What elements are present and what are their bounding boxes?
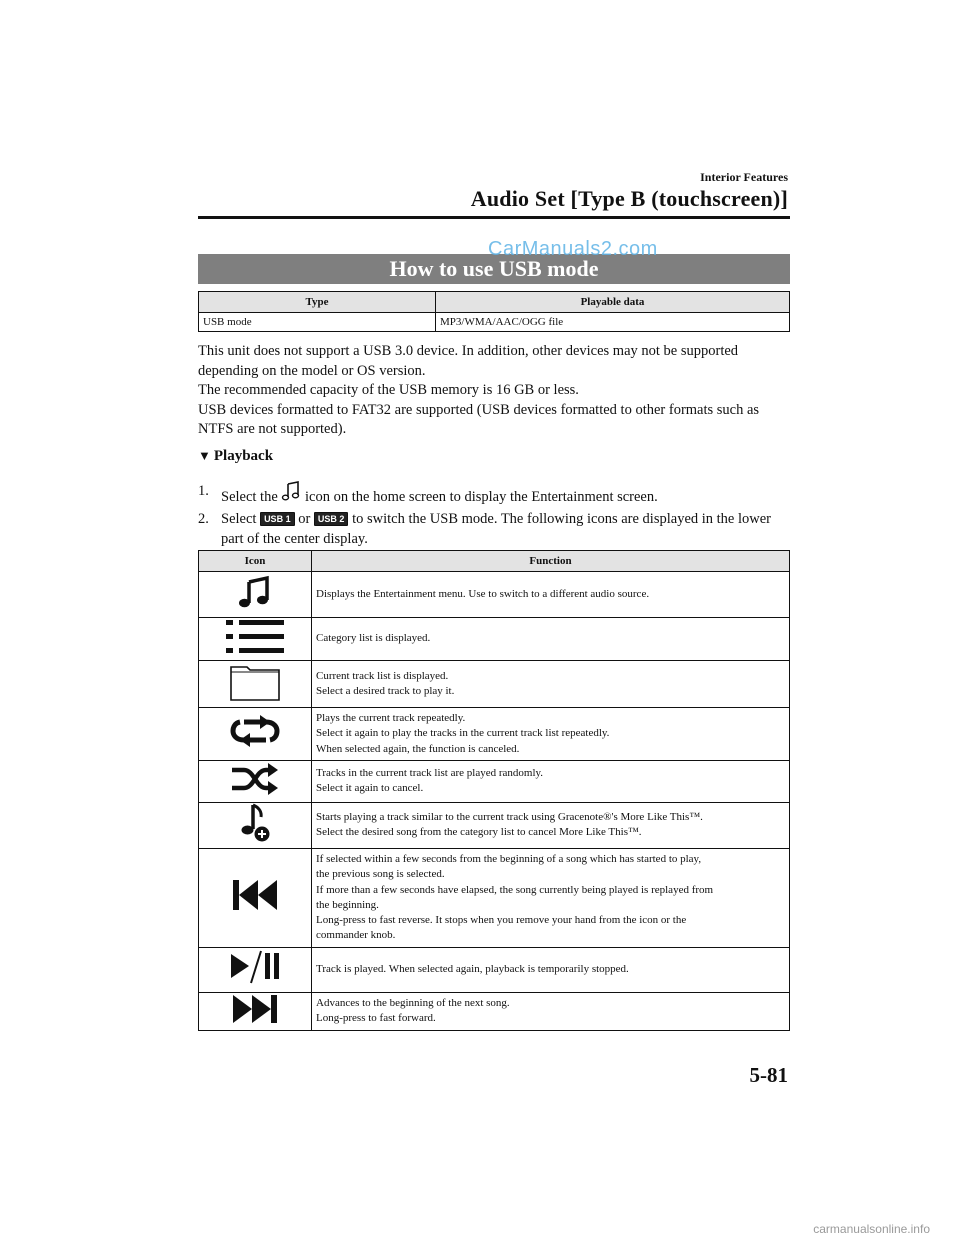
- table-row: [199, 618, 790, 661]
- usb1-button-icon: USB 1: [260, 512, 295, 526]
- step-text-after: to switch the USB mode. The following icons are displayed in the lower part of the center display.: [221, 511, 772, 547]
- music-note-icon: [237, 596, 273, 613]
- cell-type: USB mode: [199, 313, 436, 332]
- icon-cell: [199, 618, 312, 661]
- step-text-after: icon on the home screen to display the Entertainment screen.: [305, 489, 658, 505]
- repeat-icon: [230, 735, 280, 752]
- paragraph: This unit does not support a USB 3.0 device. In addition, other devices may not be supported depending on the model or OS version.: [198, 343, 739, 379]
- function-line: Long-press to fast forward.: [316, 1012, 436, 1025]
- entertainment-music-icon: [281, 481, 301, 509]
- function-cell: [312, 618, 790, 661]
- table-header-row: [199, 292, 790, 313]
- table-row: [199, 313, 790, 332]
- function-line: If selected within a few seconds from the beginning of a song which has started to play,: [316, 853, 702, 865]
- list-icon: [226, 642, 284, 659]
- icon-cell: [199, 661, 312, 708]
- function-line: When selected again, the function is canceled.: [316, 742, 520, 755]
- table-row: [199, 947, 790, 992]
- function-cell: [312, 760, 790, 802]
- usb2-button-icon: USB 2: [314, 512, 349, 526]
- folder-icon: [229, 688, 281, 705]
- chapter-title: Audio Set [Type B (touchscreen)]: [470, 186, 788, 211]
- step-text-mid: or: [298, 511, 311, 527]
- footer-watermark: carmanualsonline.info: [813, 1222, 930, 1236]
- skip-back-icon: [232, 898, 278, 915]
- table-row: [199, 708, 790, 761]
- icon-cell: [199, 708, 312, 761]
- table-row: [199, 848, 790, 947]
- icon-cell: [199, 992, 312, 1030]
- icon-cell: [199, 947, 312, 992]
- function-cell: [312, 661, 790, 708]
- shuffle-icon: [230, 783, 280, 800]
- function-cell: [312, 848, 790, 947]
- step-item: [198, 509, 790, 549]
- function-line: Advances to the beginning of the next song.: [316, 997, 510, 1010]
- playback-heading: [198, 448, 273, 465]
- icon-cell: [199, 572, 312, 618]
- heading-text: Playback: [213, 448, 274, 464]
- function-line: Starts playing a track similar to the current track using Gracenote®'s More Like This™.: [316, 811, 703, 824]
- cell-playable-data: MP3/WMA/AAC/OGG file: [436, 313, 790, 332]
- step-text-before: Select the: [221, 489, 278, 505]
- function-line: Select the desired song from the category list to cancel More Like This™.: [316, 826, 642, 839]
- section-banner: How to use USB mode: [198, 254, 790, 284]
- function-cell: [312, 802, 790, 848]
- function-line: the beginning.: [316, 898, 379, 911]
- intro-text: [198, 342, 790, 440]
- paragraph: USB devices formatted to FAT32 are supported (USB devices formatted to other formats such as NTFS are not supported).: [198, 401, 760, 437]
- function-cell: [312, 708, 790, 761]
- function-line: Current track list is displayed.: [316, 669, 449, 682]
- function-line: Displays the Entertainment menu. Use to switch to a different audio source.: [316, 587, 650, 600]
- function-cell: [312, 572, 790, 618]
- page-number: 5-81: [749, 1063, 788, 1087]
- function-line: Select it again to play the tracks in the current track list repeatedly.: [316, 727, 610, 740]
- step-text-before: Select: [221, 511, 257, 527]
- function-line: the previous song is selected.: [316, 868, 445, 881]
- function-line: Select a desired track to play it.: [316, 685, 455, 697]
- step-number: 1.: [198, 483, 209, 499]
- function-line: Category list is displayed.: [316, 632, 431, 645]
- icon-cell: [199, 848, 312, 947]
- icon-cell: [199, 802, 312, 848]
- header-function: Function: [312, 551, 790, 572]
- icon-cell: [199, 760, 312, 802]
- table-row: [199, 572, 790, 618]
- header-type: Type: [199, 292, 436, 313]
- step-number: 2.: [198, 511, 209, 527]
- function-cell: [312, 992, 790, 1030]
- function-cell: [312, 947, 790, 992]
- function-line: Select it again to cancel.: [316, 782, 424, 795]
- step-item: [198, 481, 790, 509]
- function-line: Tracks in the current track list are played randomly.: [316, 767, 544, 780]
- steps-list: [198, 481, 790, 549]
- skip-forward-icon: [232, 1011, 278, 1028]
- table-row: [199, 802, 790, 848]
- function-line: Long-press to fast reverse. It stops when you remove your hand from the icon or the: [316, 914, 687, 927]
- music-note-plus-icon: [238, 830, 272, 847]
- triangle-marker: ▼: [198, 448, 211, 463]
- section-label: Interior Features: [700, 170, 788, 184]
- header-icon: Icon: [199, 551, 312, 572]
- table-header-row: [199, 551, 790, 572]
- function-line: commander knob.: [316, 929, 396, 942]
- table-row: [199, 992, 790, 1030]
- function-line: Track is played. When selected again, playback is temporarily stopped.: [316, 963, 629, 976]
- icon-function-table: [198, 550, 790, 1031]
- header-playable-data: Playable data: [436, 292, 790, 313]
- table-row: [199, 661, 790, 708]
- paragraph: The recommended capacity of the USB memory is 16 GB or less.: [198, 382, 579, 398]
- table-row: [199, 760, 790, 802]
- play-pause-icon: [229, 972, 281, 989]
- header-rule: [198, 216, 790, 219]
- function-line: If more than a few seconds have elapsed, the song currently being played is replayed from: [316, 883, 714, 896]
- watermark: CarManuals2.com: [488, 238, 658, 260]
- function-line: Plays the current track repeatedly.: [316, 712, 466, 724]
- usb-mode-table: [198, 291, 790, 332]
